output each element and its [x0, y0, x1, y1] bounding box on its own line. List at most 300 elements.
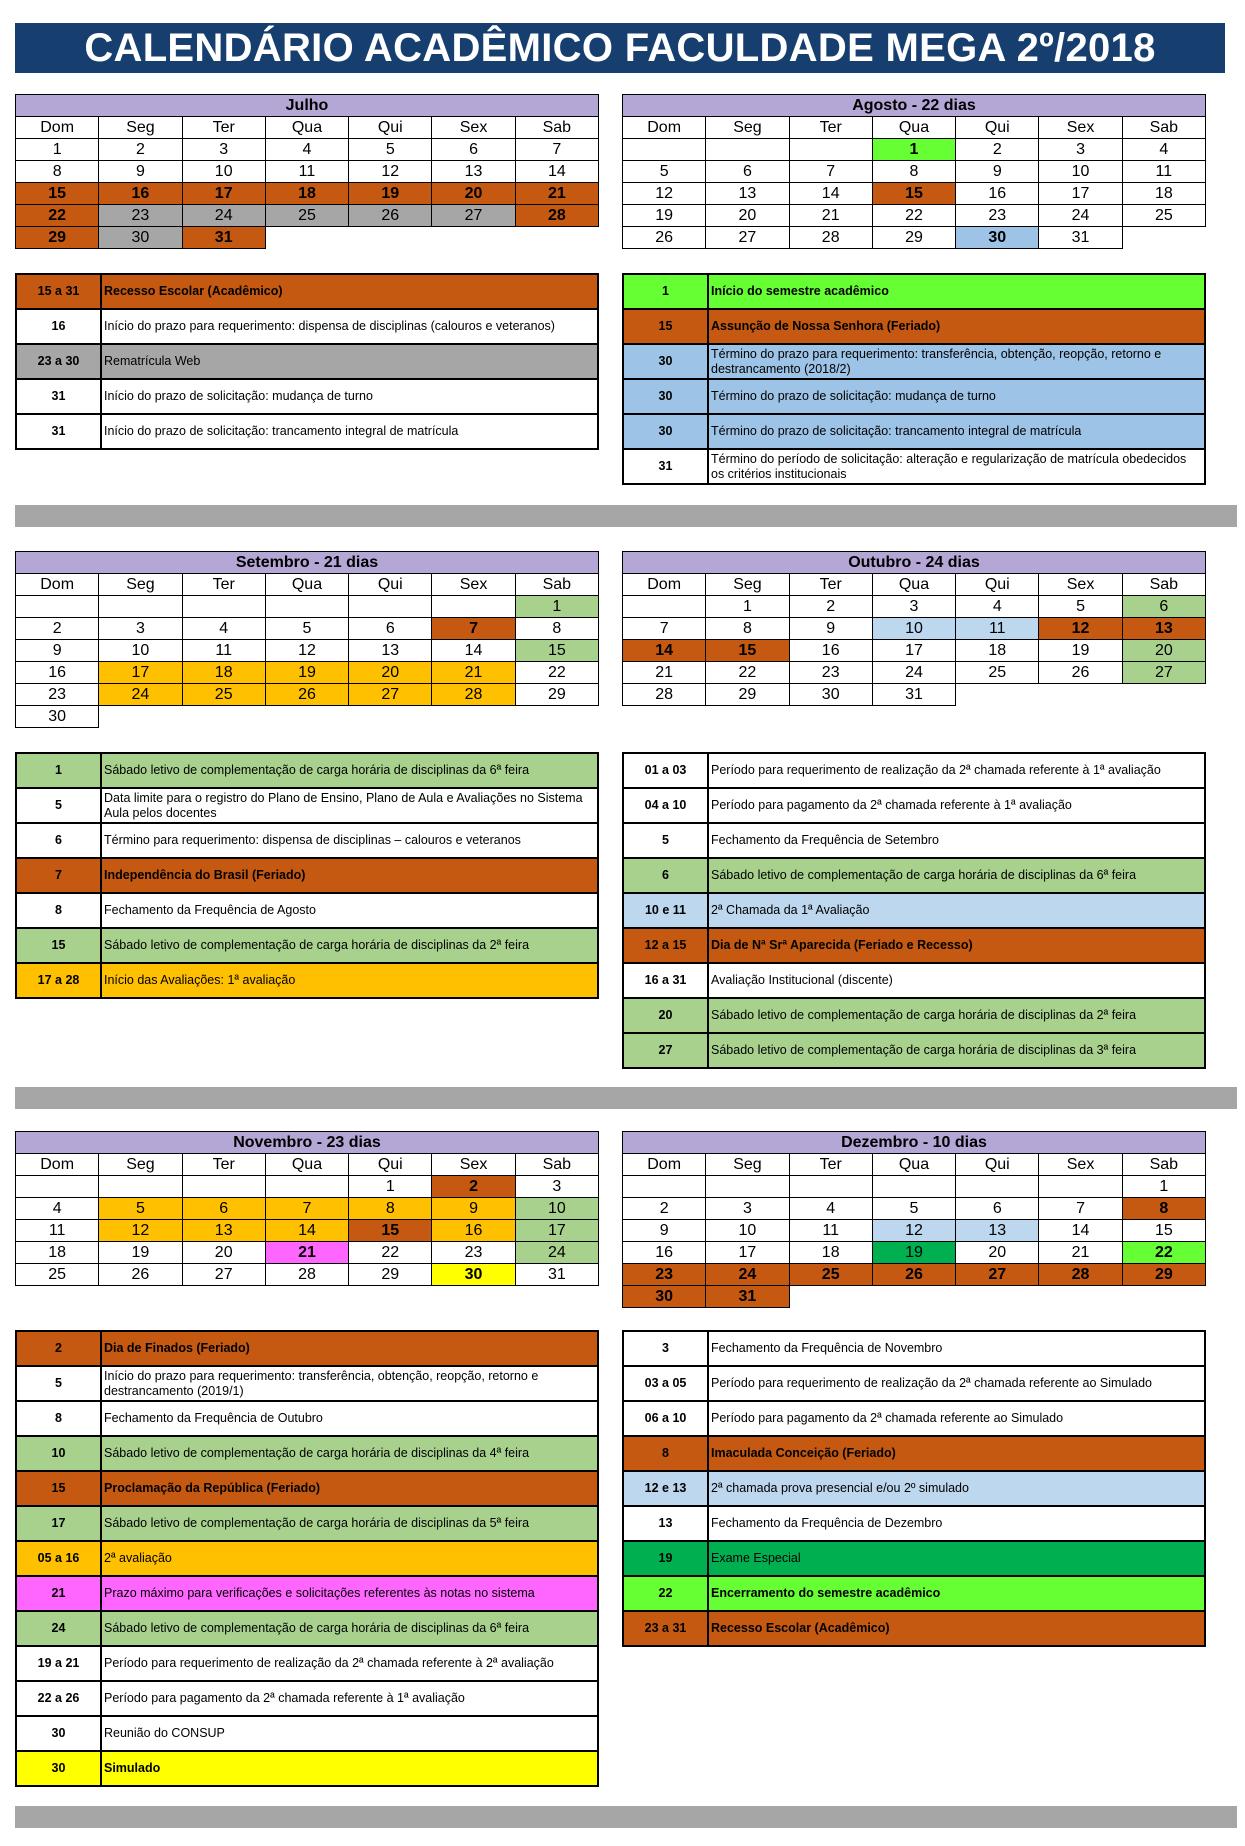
day-cell: 1 — [515, 596, 598, 618]
week-row — [623, 618, 1206, 640]
day-cell: 5 — [99, 1198, 182, 1220]
day-cell: 20 — [1122, 640, 1205, 662]
event-date: 01 a 03 — [623, 753, 708, 788]
event-row — [623, 893, 1205, 928]
event-date: 1 — [16, 753, 101, 788]
week-row — [16, 1220, 599, 1242]
day-cell: 16 — [432, 1220, 515, 1242]
day-cell: 22 — [872, 205, 955, 227]
week-row — [623, 139, 1206, 161]
day-cell: 23 — [432, 1242, 515, 1264]
day-cell: 3 — [515, 1176, 598, 1198]
event-row — [623, 1541, 1205, 1576]
event-date: 31 — [16, 379, 101, 414]
day-cell: 15 — [1122, 1220, 1205, 1242]
day-cell: 11 — [789, 1220, 872, 1242]
day-cell: 15 — [872, 183, 955, 205]
event-row — [623, 1331, 1205, 1366]
event-row — [623, 788, 1205, 823]
month-title: Dezembro - 10 dias — [623, 1132, 1206, 1154]
event-date: 03 a 05 — [623, 1366, 708, 1401]
separator-bar — [15, 505, 1237, 527]
weekday-header: Dom — [16, 574, 99, 596]
event-row — [16, 1471, 598, 1506]
day-cell: 20 — [432, 183, 515, 205]
event-description: Avaliação Institucional (discente) — [708, 963, 1205, 998]
day-cell: 2 — [623, 1198, 706, 1220]
day-cell: 1 — [1122, 1176, 1205, 1198]
day-cell: 24 — [706, 1264, 789, 1286]
day-cell: 17 — [706, 1242, 789, 1264]
weekday-header: Sab — [515, 117, 598, 139]
events-list — [622, 752, 1206, 1069]
event-description: Término do prazo de solicitação: trancamento integral de matrícula — [708, 414, 1205, 449]
weekday-header: Sex — [1039, 574, 1122, 596]
event-row — [16, 344, 598, 379]
day-cell: 31 — [1039, 227, 1122, 249]
day-cell: 4 — [182, 618, 265, 640]
separator-bar — [15, 1087, 1237, 1109]
day-cell: 26 — [623, 227, 706, 249]
weekday-header: Ter — [182, 1154, 265, 1176]
event-date: 7 — [16, 858, 101, 893]
day-cell: 24 — [872, 662, 955, 684]
event-description: Início do prazo de solicitação: trancamento integral de matrícula — [101, 414, 598, 449]
event-description: Prazo máximo para verificações e solicitações referentes às notas no sistema — [101, 1576, 598, 1611]
day-cell: 17 — [515, 1220, 598, 1242]
event-row — [623, 1366, 1205, 1401]
day-cell: 6 — [956, 1198, 1039, 1220]
event-row — [623, 274, 1205, 309]
day-cell — [349, 596, 432, 618]
event-date: 5 — [623, 823, 708, 858]
day-cell: 15 — [706, 640, 789, 662]
weekday-header: Sab — [515, 1154, 598, 1176]
day-cell: 29 — [515, 684, 598, 706]
day-cell: 6 — [182, 1198, 265, 1220]
event-date: 30 — [623, 379, 708, 414]
empty-cell — [1122, 1286, 1205, 1308]
weekday-header: Sex — [1039, 1154, 1122, 1176]
weekday-header: Seg — [99, 117, 182, 139]
day-cell: 22 — [16, 205, 99, 227]
event-description: Término para requerimento: dispensa de disciplinas – calouros e veteranos — [101, 823, 598, 858]
event-row — [16, 928, 598, 963]
events-list — [15, 752, 599, 999]
weekday-header: Ter — [789, 574, 872, 596]
day-cell: 9 — [789, 618, 872, 640]
day-cell: 23 — [623, 1264, 706, 1286]
events-list — [15, 273, 599, 450]
event-description: 2ª chamada prova presencial e/ou 2º simulado — [708, 1471, 1205, 1506]
day-cell: 18 — [182, 662, 265, 684]
event-date: 15 — [16, 1471, 101, 1506]
event-description: Fechamento da Frequência de Agosto — [101, 893, 598, 928]
day-cell: 21 — [515, 183, 598, 205]
day-cell: 1 — [872, 139, 955, 161]
day-cell: 7 — [1039, 1198, 1122, 1220]
event-row — [16, 1541, 598, 1576]
weekday-header: Dom — [623, 574, 706, 596]
empty-cell — [265, 706, 348, 728]
event-row — [623, 344, 1205, 379]
weekday-header: Seg — [706, 574, 789, 596]
event-description: Início das Avaliações: 1ª avaliação — [101, 963, 598, 998]
day-cell: 2 — [956, 139, 1039, 161]
month-calendar — [15, 94, 599, 249]
week-row — [623, 596, 1206, 618]
weekday-header: Sex — [432, 574, 515, 596]
event-row — [623, 823, 1205, 858]
month-title: Novembro - 23 dias — [16, 1132, 599, 1154]
day-cell — [182, 1176, 265, 1198]
day-cell: 1 — [16, 139, 99, 161]
event-row — [623, 379, 1205, 414]
day-cell — [265, 596, 348, 618]
day-cell: 29 — [349, 1264, 432, 1286]
empty-cell — [349, 706, 432, 728]
day-cell: 18 — [789, 1242, 872, 1264]
weekday-header: Qui — [349, 117, 432, 139]
day-cell: 28 — [265, 1264, 348, 1286]
week-row — [623, 1264, 1206, 1286]
day-cell: 31 — [182, 227, 265, 249]
week-row — [623, 161, 1206, 183]
empty-cell — [872, 1286, 955, 1308]
week-row — [623, 205, 1206, 227]
month-calendar — [622, 551, 1206, 706]
day-cell: 8 — [349, 1198, 432, 1220]
day-cell: 16 — [623, 1242, 706, 1264]
event-date: 30 — [623, 414, 708, 449]
week-row — [16, 183, 599, 205]
day-cell: 2 — [789, 596, 872, 618]
day-cell: 5 — [349, 139, 432, 161]
day-cell: 15 — [515, 640, 598, 662]
event-description: Encerramento do semestre acadêmico — [708, 1576, 1205, 1611]
event-row — [623, 1436, 1205, 1471]
event-row — [623, 998, 1205, 1033]
event-date: 1 — [623, 274, 708, 309]
day-cell: 21 — [789, 205, 872, 227]
event-date: 8 — [16, 893, 101, 928]
event-description: Início do semestre acadêmico — [708, 274, 1205, 309]
day-cell: 27 — [1122, 662, 1205, 684]
day-cell: 13 — [1122, 618, 1205, 640]
event-row — [623, 449, 1205, 484]
event-description: Proclamação da República (Feriado) — [101, 1471, 598, 1506]
day-cell: 17 — [872, 640, 955, 662]
day-cell: 21 — [265, 1242, 348, 1264]
event-date: 8 — [16, 1401, 101, 1436]
day-cell: 24 — [1039, 205, 1122, 227]
month-calendar — [15, 551, 599, 728]
empty-cell — [1039, 1286, 1122, 1308]
day-cell: 3 — [706, 1198, 789, 1220]
day-cell — [956, 1176, 1039, 1198]
event-description: Fechamento da Frequência de Dezembro — [708, 1506, 1205, 1541]
day-cell: 10 — [99, 640, 182, 662]
weekday-header: Qua — [872, 574, 955, 596]
day-cell: 13 — [182, 1220, 265, 1242]
event-row — [16, 1366, 598, 1401]
day-cell: 22 — [515, 662, 598, 684]
day-cell: 13 — [706, 183, 789, 205]
weekday-header: Qui — [349, 574, 432, 596]
week-row — [16, 1198, 599, 1220]
day-cell: 16 — [99, 183, 182, 205]
month-title: Agosto - 22 dias — [623, 95, 1206, 117]
empty-cell — [515, 227, 598, 249]
day-cell: 6 — [1122, 596, 1205, 618]
day-cell: 24 — [515, 1242, 598, 1264]
event-row — [16, 858, 598, 893]
day-cell: 1 — [706, 596, 789, 618]
day-cell: 15 — [16, 183, 99, 205]
event-description: Recesso Escolar (Acadêmico) — [101, 274, 598, 309]
event-date: 2 — [16, 1331, 101, 1366]
event-date: 19 — [623, 1541, 708, 1576]
day-cell: 28 — [789, 227, 872, 249]
day-cell — [182, 596, 265, 618]
day-cell: 25 — [789, 1264, 872, 1286]
day-cell: 29 — [706, 684, 789, 706]
event-description: Término do prazo para requerimento: transferência, obtenção, reopção, retorno e destrancamento (2018/2) — [708, 344, 1205, 379]
empty-cell — [1122, 684, 1205, 706]
week-row — [623, 1220, 1206, 1242]
day-cell: 26 — [1039, 662, 1122, 684]
day-cell: 25 — [956, 662, 1039, 684]
weekday-header: Sex — [432, 1154, 515, 1176]
event-description: Sábado letivo de complementação de carga horária de disciplinas da 6ª feira — [101, 753, 598, 788]
event-description: Sábado letivo de complementação de carga horária de disciplinas da 5ª feira — [101, 1506, 598, 1541]
day-cell: 9 — [623, 1220, 706, 1242]
month-title: Setembro - 21 dias — [16, 552, 599, 574]
event-description: Fechamento da Frequência de Setembro — [708, 823, 1205, 858]
empty-cell — [182, 706, 265, 728]
event-description: Término do período de solicitação: alteração e regularização de matrícula obedecidos os critérios institucionais — [708, 449, 1205, 484]
weekday-header: Qua — [265, 117, 348, 139]
day-cell: 11 — [956, 618, 1039, 640]
weekday-header: Qua — [872, 117, 955, 139]
day-cell: 8 — [515, 618, 598, 640]
event-description: Recesso Escolar (Acadêmico) — [708, 1611, 1205, 1646]
day-cell — [706, 1176, 789, 1198]
event-date: 16 — [16, 309, 101, 344]
week-row — [623, 183, 1206, 205]
event-description: Período para requerimento de realização da 2ª chamada referente à 2ª avaliação — [101, 1646, 598, 1681]
day-cell: 22 — [349, 1242, 432, 1264]
empty-cell — [432, 227, 515, 249]
day-cell: 7 — [515, 139, 598, 161]
event-date: 31 — [16, 414, 101, 449]
event-row — [16, 1611, 598, 1646]
day-cell: 9 — [956, 161, 1039, 183]
weekday-header: Sex — [432, 117, 515, 139]
day-cell: 19 — [1039, 640, 1122, 662]
day-cell — [1039, 1176, 1122, 1198]
event-date: 19 a 21 — [16, 1646, 101, 1681]
day-cell — [789, 139, 872, 161]
event-row — [623, 963, 1205, 998]
month-title: Outubro - 24 dias — [623, 552, 1206, 574]
weekday-header: Ter — [789, 1154, 872, 1176]
event-description: Data limite para o registro do Plano de Ensino, Plano de Aula e Avaliações no Sistema Aula pelos docentes — [101, 788, 598, 823]
weekday-header: Dom — [16, 1154, 99, 1176]
day-cell: 30 — [99, 227, 182, 249]
weekday-header: Dom — [623, 117, 706, 139]
day-cell — [789, 1176, 872, 1198]
day-cell: 31 — [872, 684, 955, 706]
event-row — [16, 963, 598, 998]
event-row — [16, 1751, 598, 1786]
day-cell: 23 — [99, 205, 182, 227]
weekday-header: Seg — [99, 1154, 182, 1176]
day-cell: 26 — [349, 205, 432, 227]
day-cell: 23 — [16, 684, 99, 706]
day-cell: 5 — [623, 161, 706, 183]
day-cell: 7 — [432, 618, 515, 640]
day-cell: 28 — [623, 684, 706, 706]
event-date: 31 — [623, 449, 708, 484]
day-cell: 24 — [99, 684, 182, 706]
event-date: 10 e 11 — [623, 893, 708, 928]
day-cell: 18 — [956, 640, 1039, 662]
event-description: Reunião do CONSUP — [101, 1716, 598, 1751]
event-description: Sábado letivo de complementação de carga horária de disciplinas da 6ª feira — [101, 1611, 598, 1646]
week-row — [623, 1286, 1206, 1308]
weekday-header: Sab — [1122, 117, 1205, 139]
event-date: 30 — [623, 344, 708, 379]
day-cell: 14 — [789, 183, 872, 205]
week-row — [16, 1176, 599, 1198]
event-row — [16, 823, 598, 858]
empty-cell — [99, 706, 182, 728]
month-calendar — [622, 94, 1206, 249]
weekday-header: Sab — [515, 574, 598, 596]
empty-cell — [349, 227, 432, 249]
event-row — [16, 274, 598, 309]
day-cell: 3 — [1039, 139, 1122, 161]
day-cell: 10 — [182, 161, 265, 183]
event-date: 23 a 31 — [623, 1611, 708, 1646]
week-row — [623, 662, 1206, 684]
day-cell: 8 — [706, 618, 789, 640]
day-cell: 20 — [706, 205, 789, 227]
weekday-header: Qui — [956, 1154, 1039, 1176]
day-cell: 24 — [182, 205, 265, 227]
weekday-header: Qua — [265, 1154, 348, 1176]
day-cell: 6 — [706, 161, 789, 183]
day-cell: 9 — [432, 1198, 515, 1220]
day-cell: 20 — [349, 662, 432, 684]
event-date: 23 a 30 — [16, 344, 101, 379]
event-date: 6 — [16, 823, 101, 858]
event-date: 12 e 13 — [623, 1471, 708, 1506]
day-cell: 25 — [182, 684, 265, 706]
event-description: Sábado letivo de complementação de carga horária de disciplinas da 6ª feira — [708, 858, 1205, 893]
empty-cell — [265, 227, 348, 249]
weekday-header: Ter — [182, 574, 265, 596]
day-cell: 11 — [1122, 161, 1205, 183]
event-row — [623, 858, 1205, 893]
day-cell: 12 — [265, 640, 348, 662]
day-cell — [623, 139, 706, 161]
day-cell: 28 — [432, 684, 515, 706]
day-cell: 23 — [789, 662, 872, 684]
day-cell — [265, 1176, 348, 1198]
day-cell — [623, 1176, 706, 1198]
weekday-header: Sab — [1122, 574, 1205, 596]
day-cell: 19 — [265, 662, 348, 684]
day-cell: 3 — [872, 596, 955, 618]
event-description: Dia de Nª Srª Aparecida (Feriado e Recesso) — [708, 928, 1205, 963]
event-description: Sábado letivo de complementação de carga horária de disciplinas da 2ª feira — [101, 928, 598, 963]
week-row — [16, 618, 599, 640]
event-row — [623, 1401, 1205, 1436]
event-row — [16, 379, 598, 414]
day-cell: 26 — [99, 1264, 182, 1286]
weekday-header: Dom — [623, 1154, 706, 1176]
week-row — [16, 684, 599, 706]
day-cell: 27 — [432, 205, 515, 227]
empty-cell — [956, 684, 1039, 706]
event-row — [623, 1033, 1205, 1068]
day-cell: 16 — [789, 640, 872, 662]
week-row — [623, 227, 1206, 249]
day-cell: 30 — [623, 1286, 706, 1308]
day-cell: 4 — [16, 1198, 99, 1220]
event-row — [16, 753, 598, 788]
day-cell: 28 — [515, 205, 598, 227]
event-date: 17 — [16, 1506, 101, 1541]
day-cell: 27 — [956, 1264, 1039, 1286]
event-date: 22 — [623, 1576, 708, 1611]
weekday-header: Ter — [182, 117, 265, 139]
week-row — [16, 139, 599, 161]
event-date: 16 a 31 — [623, 963, 708, 998]
week-row — [623, 640, 1206, 662]
day-cell: 12 — [1039, 618, 1122, 640]
event-description: Sábado letivo de complementação de carga horária de disciplinas da 2ª feira — [708, 998, 1205, 1033]
day-cell: 4 — [1122, 139, 1205, 161]
weekday-header: Dom — [16, 117, 99, 139]
event-date: 21 — [16, 1576, 101, 1611]
day-cell: 2 — [16, 618, 99, 640]
day-cell: 13 — [432, 161, 515, 183]
day-cell: 22 — [1122, 1242, 1205, 1264]
day-cell: 29 — [16, 227, 99, 249]
day-cell: 11 — [182, 640, 265, 662]
day-cell: 9 — [16, 640, 99, 662]
event-row — [16, 788, 598, 823]
event-row — [623, 1506, 1205, 1541]
day-cell — [706, 139, 789, 161]
event-description: Término do prazo de solicitação: mudança de turno — [708, 379, 1205, 414]
event-date: 05 a 16 — [16, 1541, 101, 1576]
week-row — [623, 684, 1206, 706]
week-row — [16, 227, 599, 249]
weekday-header: Sab — [1122, 1154, 1205, 1176]
day-cell: 4 — [265, 139, 348, 161]
event-row — [16, 1576, 598, 1611]
event-description: Sábado letivo de complementação de carga horária de disciplinas da 4ª feira — [101, 1436, 598, 1471]
empty-cell — [1122, 227, 1205, 249]
day-cell — [16, 1176, 99, 1198]
day-cell: 11 — [265, 161, 348, 183]
event-description: Período para requerimento de realização da 2ª chamada referente à 1ª avaliação — [708, 753, 1205, 788]
event-row — [16, 1716, 598, 1751]
